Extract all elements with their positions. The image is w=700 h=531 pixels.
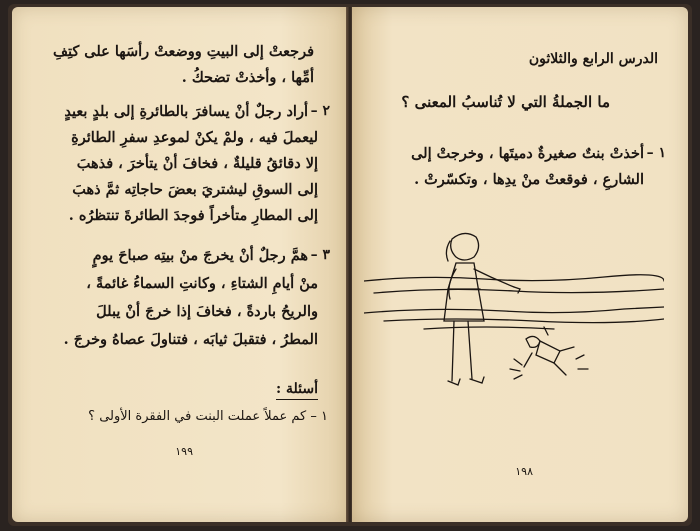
text-line: إلى السوقِ ليشتريَ بعضَ حاجاتِه ثمَّ ذهبَ: [72, 181, 318, 198]
text-line: والريحُ باردةً ، فخافَ إذا خرجَ أنْ يبللَ: [96, 303, 318, 320]
question-1: ١ – كم عملاً عملت البنت في الفقرة الأولى ؟: [88, 409, 328, 424]
left-page: [12, 7, 348, 522]
text-line: إلا دقائقُ قليلةٌ ، فخافَ أنْ يتأخرَ ، فذهبَ: [76, 155, 318, 172]
right-page: [352, 7, 688, 522]
girl-dropping-doll-drawing: [364, 229, 664, 419]
paragraph-number: ١ –: [646, 145, 666, 161]
text-line: أمِّها ، وأخذتْ تضحكُ .: [181, 69, 314, 86]
book-spread: [8, 4, 692, 526]
paragraph-number: ٢ –: [310, 103, 330, 119]
questions-label: أسئلة :: [276, 381, 318, 400]
text-line: المطرُ ، فتقبلَ ثيابَه ، فتناولَ عصاهُ وخرجَ .: [63, 331, 318, 348]
text-line: فرجعتْ إلى البيتِ ووضعتْ رأسَها على كتِفِ: [52, 43, 314, 60]
paragraph-number: ٣ –: [310, 247, 330, 263]
page-number: ١٩٨: [515, 465, 533, 478]
question-heading: ما الجملةُ التي لا تُناسبُ المعنى ؟: [401, 93, 610, 111]
page-number: ١٩٩: [175, 445, 193, 458]
text-line: منْ أيامِ الشتاءِ ، وكانتِ السماءُ غائمةً ،: [86, 275, 318, 292]
text-line: الشارعِ ، فوقعتْ منْ يدِها ، وتكسّرتْ .: [414, 171, 644, 188]
text-line: أخذتْ بنتٌ صغيرةٌ دميتَها ، وخرجتْ إلى: [411, 145, 644, 162]
text-line: إلى المطارِ متأخراً فوجدَ الطائرةَ تنتظرُه .: [68, 207, 318, 224]
text-line: ليعملَ فيه ، ولمْ يكنْ لموعدِ سفرِ الطائرةِ: [71, 129, 318, 146]
text-line: همَّ رجلٌ أنْ يخرجَ منْ بيتِه صباحَ يومٍ: [92, 247, 308, 264]
lesson-title: الدرس الرابع والثلاثون: [528, 51, 658, 67]
text-line: أراد رجلٌ أنْ يسافرَ بالطائرةِ إلى بلدٍ بعيدٍ: [64, 103, 308, 120]
